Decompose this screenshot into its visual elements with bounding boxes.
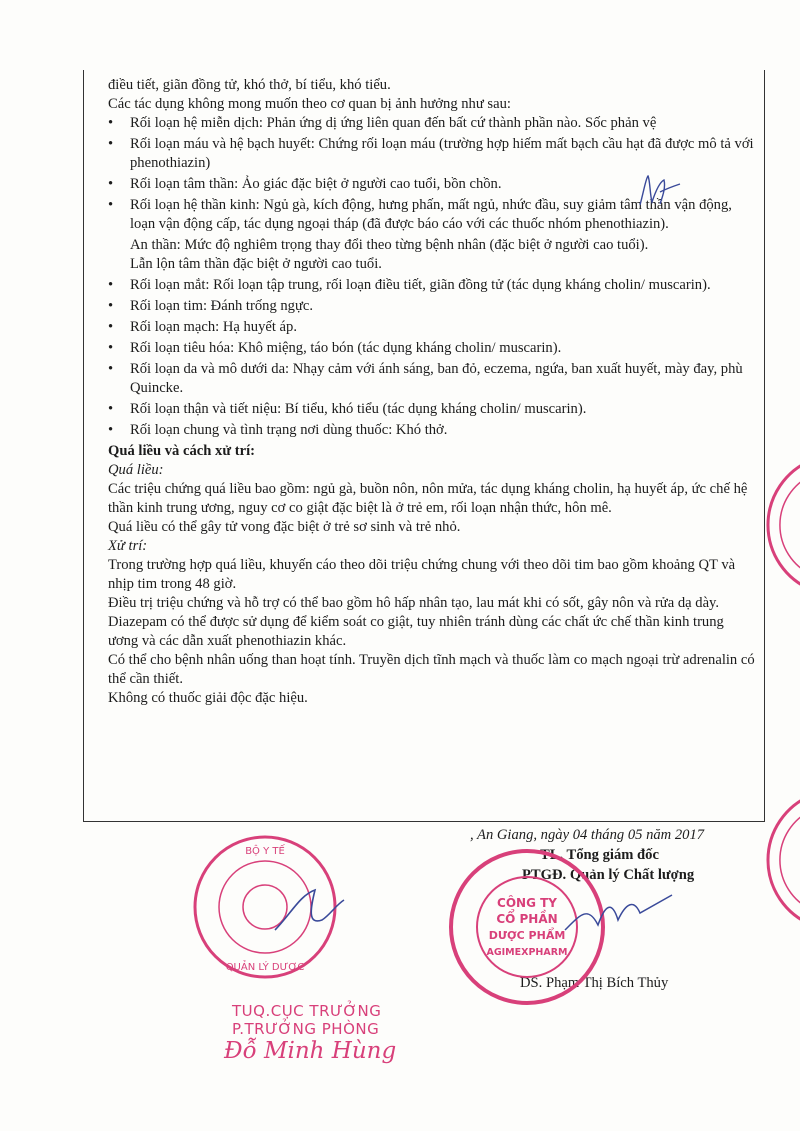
list-item-text: Rối loạn mắt: Rối loạn tập trung, rối loạn điều tiết, giãn đồng tử (tác dụng kháng cholin/ muscarin). <box>130 277 711 293</box>
edge-stamp-mark <box>752 790 800 930</box>
list-item-text: Rối loạn hệ thần kinh: Ngủ gà, kích động, hưng phấn, mất ngủ, nhức đầu, suy giảm tâm thần vận động, loạn vận động cấp, tác dụng ngoại tháp (đã được báo cáo với các thuốc nhóm phenothiazin). <box>130 197 732 232</box>
list-item-text: Rối loạn tiêu hóa: Khô miệng, táo bón (tác dụng kháng cholin/ muscarin). <box>130 340 562 356</box>
bullet-icon: • <box>108 422 114 438</box>
edge-stamp-mark <box>752 455 800 595</box>
signature-date: , An Giang, ngày 04 tháng 05 năm 2017 <box>470 827 705 843</box>
list-item <box>108 400 756 419</box>
list-item <box>108 276 756 295</box>
bullet-icon: • <box>108 176 114 192</box>
paragraph: Các triệu chứng quá liều bao gồm: ngủ gà, buồn nôn, nôn mửa, tác dụng kháng cholin, hạ huyết áp, ức chế hệ thần kinh trung ương, nguy cơ co giật đặc biệt là ở trẻ em, rối loạn nhận thức, hôn mê. <box>108 481 748 516</box>
bullet-icon: • <box>108 401 114 417</box>
approval-name: Đỗ Minh Hùng <box>224 1038 397 1064</box>
stamp-text: DƯỢC PHẨM <box>488 929 566 942</box>
bullet-icon: • <box>108 136 114 152</box>
subheading: Xử trí: <box>108 538 148 554</box>
list-item <box>108 135 756 173</box>
initials-mark <box>630 170 685 210</box>
stamp-text: CỔ PHẦN <box>496 912 558 926</box>
list-item-text: Rối loạn máu và hệ bạch huyết: Chứng rối loạn máu (trường hợp hiếm mất bạch cầu hạt đã được mô tả với phenothiazin) <box>130 136 754 171</box>
stamp-text: CÔNG TY <box>497 896 557 910</box>
stamp-text: QUẢN LÝ DƯỢC <box>225 962 305 973</box>
section-heading: Quá liều và cách xử trí: <box>108 443 255 459</box>
signature-title: PTGĐ. Quản lý Chất lượng <box>522 867 695 883</box>
list-item-text: Rối loạn thận và tiết niệu: Bí tiểu, khó tiểu (tác dụng kháng cholin/ muscarin). <box>130 401 587 417</box>
list-item-text: Rối loạn tim: Đánh trống ngực. <box>130 298 314 314</box>
signature-scribble <box>560 885 680 945</box>
approval-scribble <box>270 880 350 940</box>
paragraph: Không có thuốc giải độc đặc hiệu. <box>108 690 308 706</box>
paragraph: Diazepam có thể được sử dụng để kiểm soát co giật, tuy nhiên tránh dùng các chất ức chế thần kinh trung ương và các dẫn xuất phenothiazin khác. <box>108 614 724 649</box>
bullet-icon: • <box>108 361 114 377</box>
text-line: Các tác dụng không mong muốn theo cơ quan bị ảnh hưởng như sau: <box>108 96 511 112</box>
approval-title: P.TRƯỞNG PHÒNG <box>232 1020 380 1038</box>
list-item <box>108 114 756 133</box>
list-item-text: Rối loạn tâm thần: Ảo giác đặc biệt ở người cao tuổi, bồn chồn. <box>130 176 502 192</box>
stamp-text: BỘ Y TẾ <box>245 846 285 857</box>
paragraph: Có thể cho bệnh nhân uống than hoạt tính. Truyền dịch tĩnh mạch và thuốc làm co mạch ngoại trừ adrenalin có thể cần thiết. <box>108 652 755 687</box>
subheading: Quá liều: <box>108 462 164 478</box>
signer-name: DS. Phạm Thị Bích Thủy <box>520 975 669 991</box>
signature-title: TL. Tổng giám đốc <box>540 847 659 863</box>
list-item <box>108 421 756 440</box>
list-item <box>108 297 756 316</box>
bullet-icon: • <box>108 319 114 335</box>
neuro-subitem: An thần: Mức độ nghiêm trọng thay đổi theo từng bệnh nhân (đặc biệt ở người cao tuổi). <box>130 237 649 253</box>
list-item <box>108 360 756 398</box>
list-item <box>108 339 756 358</box>
stamp-text: AGIMEXPHARM <box>486 947 568 958</box>
paragraph: Điều trị triệu chứng và hỗ trợ có thể bao gồm hô hấp nhân tạo, lau mát khi có sốt, gây nôn và rửa dạ dày. <box>108 595 720 611</box>
list-item-text: Rối loạn da và mô dưới da: Nhạy cảm với ánh sáng, ban đỏ, eczema, ngứa, ban xuất huyết, mày đay, phù Quincke. <box>130 361 743 396</box>
bullet-icon: • <box>108 340 114 356</box>
bullet-icon: • <box>108 277 114 293</box>
bullet-icon: • <box>108 197 114 213</box>
list-item-text: Rối loạn hệ miễn dịch: Phản ứng dị ứng liên quan đến bất cứ thành phần nào. Sốc phản vệ <box>130 115 657 131</box>
list-item-text: Rối loạn chung và tình trạng nơi dùng thuốc: Khó thở. <box>130 422 448 438</box>
neuro-subitem: Lẫn lộn tâm thần đặc biệt ở người cao tuổi. <box>130 256 382 272</box>
text-line: điều tiết, giãn đồng tử, khó thở, bí tiểu, khó tiểu. <box>108 77 391 93</box>
list-item-text: Rối loạn mạch: Hạ huyết áp. <box>130 319 297 335</box>
paragraph: Quá liều có thể gây tử vong đặc biệt ở trẻ sơ sinh và trẻ nhỏ. <box>108 519 461 535</box>
list-item <box>108 318 756 337</box>
paragraph: Trong trường hợp quá liều, khuyến cáo theo dõi triệu chứng chung với theo dõi tim bao gồm khoảng QT và nhịp tim trong 48 giờ. <box>108 557 736 592</box>
bullet-icon: • <box>108 298 114 314</box>
bullet-icon: • <box>108 115 114 131</box>
approval-title: TUQ.CỤC TRƯỞNG <box>232 1002 382 1020</box>
